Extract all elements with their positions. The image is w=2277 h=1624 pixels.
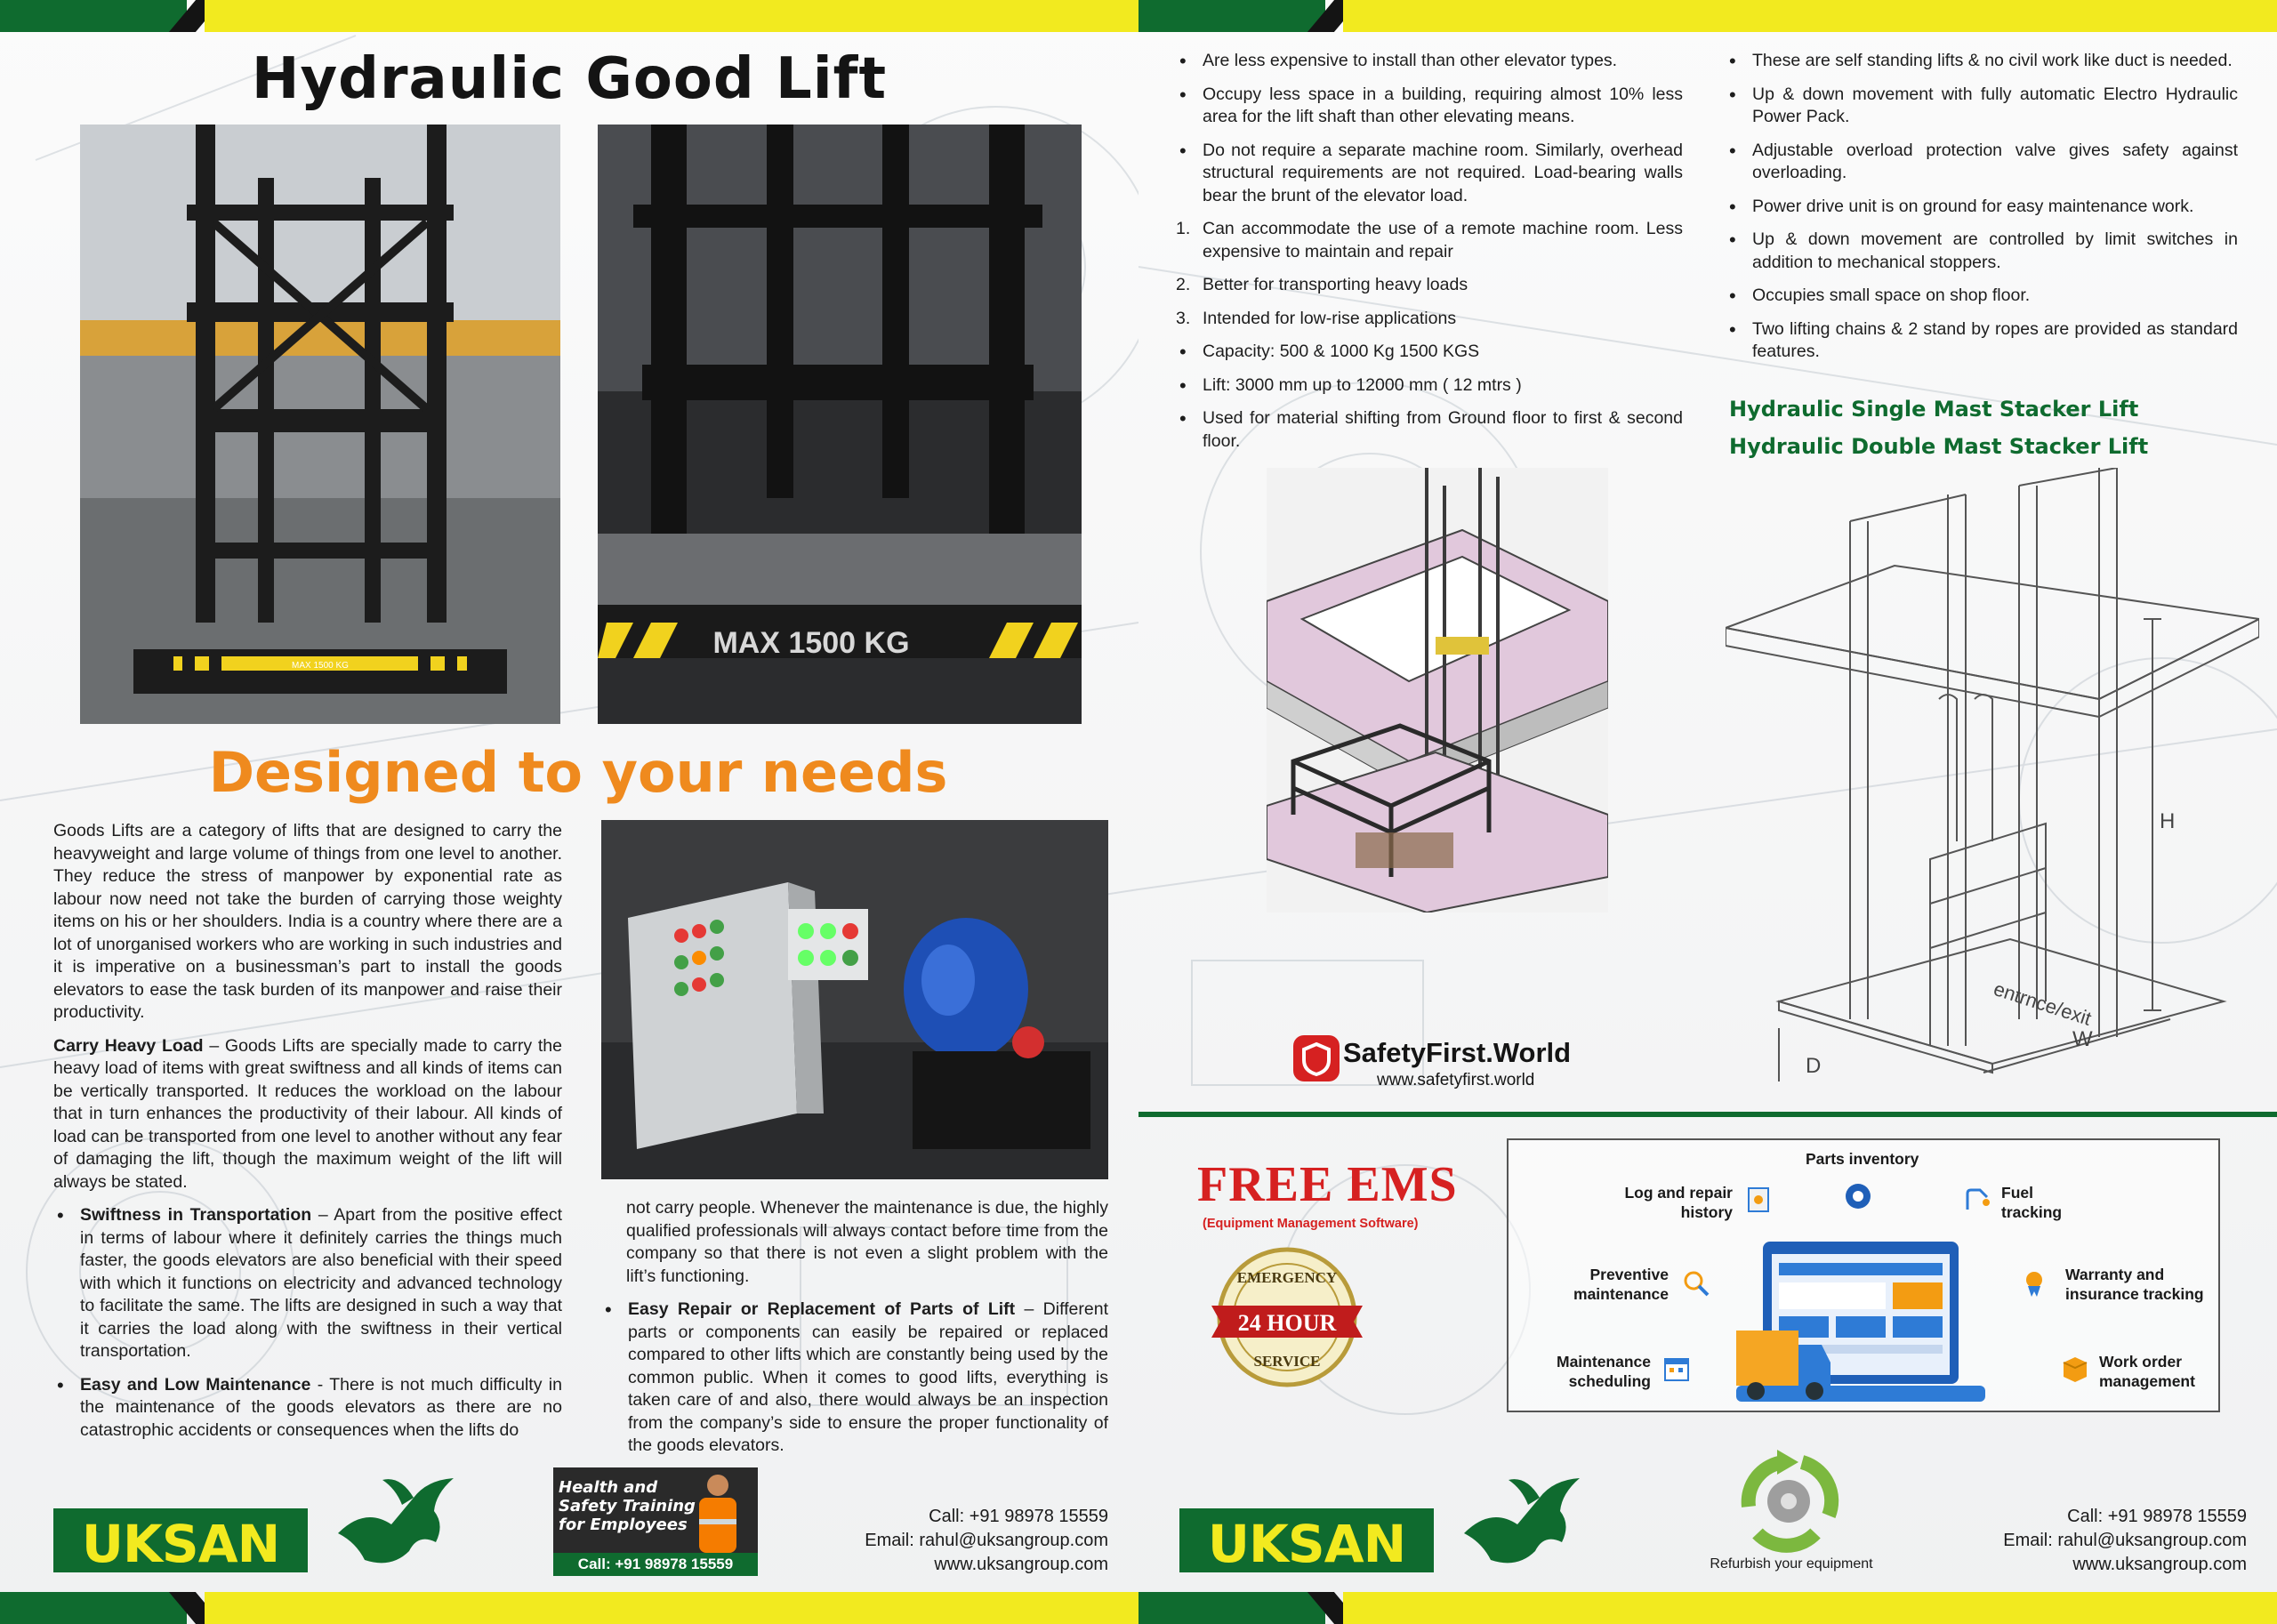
- features-column-1: [1176, 50, 1683, 463]
- ems-title: FREE EMS: [1197, 1157, 1458, 1212]
- feature-bullet: • Up & down movement are controlled by limit switches in addition to mechanical stoppers.: [1726, 229, 2238, 274]
- ems-log-label: Log and repair history: [1624, 1184, 1733, 1221]
- left-page: [0, 0, 1138, 1624]
- left-contact: [865, 1505, 1108, 1577]
- ems-feature-box: [1507, 1138, 2220, 1412]
- intro-paragraph: Goods Lifts are a category of lifts that are designed to carry the heavyweight and large volume of things from one level to another. They reduce the stress of manpower by exponential rate as labour now need not take the burden of carrying those weighty items on his or her shoulders. India is a country where there are a lot of unorganised workers who are working in such industries and it is imperative on a businessman’s part to install the goods elevators to ease the task burden of its manpower and raise their productivity.: [53, 821, 562, 1022]
- feature-bullet: • Adjustable overload protection valve gives safety against overloading.: [1726, 140, 2238, 185]
- seal-top-text: EMERGENCY: [1236, 1269, 1338, 1286]
- carry-heavy-text: – Goods Lifts are specially made to carry the heavy load of items with great swiftness and all kinds of items can be vertically transported. It reduces the workload on the labour that in turn enhances the productivity of their labour. All kinds of load can be transported from one level to another without any fear of damaging the lift, though the maximum weight of the lift will always be stated.: [53, 1035, 562, 1192]
- training-ad[interactable]: [553, 1467, 758, 1576]
- right-contact-web[interactable]: www.uksangroup.com: [2072, 1555, 2247, 1574]
- single-mast-heading: Hydraulic Single Mast Stacker Lift: [1729, 397, 2139, 422]
- right-page: [1138, 0, 2277, 1624]
- bull-icon-right: [1455, 1471, 1589, 1578]
- bottom-stripe-right: [1138, 1592, 2277, 1624]
- feature-bullet: • Occupies small space on shop floor.: [1726, 285, 2238, 308]
- top-stripe-right: [1138, 0, 2277, 32]
- magnifier-icon: [1681, 1268, 1711, 1298]
- top-stripe: [0, 0, 1138, 32]
- worker-icon: [687, 1471, 749, 1553]
- middle-column-text: [601, 1197, 1108, 1468]
- ems-scheduling-label: Maintenance scheduling: [1557, 1353, 1651, 1390]
- spec-bullet: • Capacity: 500 & 1000 Kg 1500 KGS: [1176, 341, 1683, 364]
- features-column-2: [1726, 50, 2238, 374]
- log-icon: [1743, 1185, 1774, 1215]
- laptop-illustration: [1736, 1238, 1985, 1412]
- safetyfirst-logo[interactable]: [1284, 1025, 1605, 1092]
- left-contact-email[interactable]: Email: rahul@uksangroup.com: [865, 1531, 1108, 1550]
- repair-heading: Easy Repair or Replacement of Parts of Lift: [628, 1299, 1016, 1319]
- safetyfirst-url[interactable]: www.safetyfirst.world: [1377, 1071, 1535, 1089]
- feature-bullet: • Do not require a separate machine room. Similarly, overhead structural requirements are not required. Load-bearing walls bear the brunt of the elevator load.: [1176, 140, 1683, 208]
- maintenance-text: - There is not much difficulty in the maintenance of the goods elevators as there are no catastrophic accidents or consequences when the lifts do: [80, 1374, 562, 1440]
- plate-label-large: MAX 1500 KG: [712, 626, 910, 660]
- recycle-gears-icon: [1722, 1444, 1855, 1555]
- maintenance-heading: Easy and Low Maintenance: [80, 1374, 311, 1395]
- drawing-label-w: W: [2072, 1027, 2093, 1051]
- swiftness-bullet: [53, 1204, 562, 1363]
- feature-bullet: • These are self standing lifts & no civil work like duct is needed.: [1726, 50, 2238, 73]
- bull-icon: [329, 1471, 463, 1578]
- refurbish-label: Refurbish your equipment: [1710, 1556, 1873, 1572]
- right-contact-email[interactable]: Email: rahul@uksangroup.com: [2003, 1531, 2247, 1550]
- left-contact-call: Call: +91 98978 15559: [929, 1507, 1108, 1526]
- repair-bullet: [601, 1298, 1108, 1458]
- drawing-label-h: H: [2160, 809, 2176, 833]
- double-mast-heading: Hydraulic Double Mast Stacker Lift: [1729, 434, 2149, 459]
- emergency-seal: [1211, 1242, 1363, 1393]
- ems-preventive-label: Preventive maintenance: [1573, 1266, 1669, 1303]
- drawing-label-d: D: [1806, 1054, 1822, 1078]
- numbered-item: 2. Better for transporting heavy loads: [1176, 275, 1468, 294]
- drawing-label-entrance: entrnce/exit: [1991, 977, 2095, 1030]
- seal-bot-text: SERVICE: [1253, 1353, 1321, 1370]
- spec-bullet: • Lift: 3000 mm up to 12000 mm ( 12 mtrs ): [1176, 374, 1683, 398]
- ems-warranty-label: Warranty and insurance tracking: [2065, 1266, 2204, 1303]
- award-icon: [2019, 1268, 2049, 1298]
- section-divider: [1138, 1112, 2277, 1117]
- continued-paragraph: not carry people. Whenever the maintenance is due, the highly qualified professionals will always contact before time from the company so that there is not even a slight problem with the lift’s functioning.: [626, 1198, 1108, 1286]
- page-title: Hydraulic Good Lift: [251, 46, 888, 112]
- ems-fuel-label: Fuel tracking: [2001, 1184, 2063, 1221]
- swiftness-text: – Apart from the positive effect in terms of labour where it definitely carries the things much faster, the goods elevators are also beneficial with their speed with which it functions on electricity and advanced technology to facilitate the same. The lifts are designed in such a way that it carries the load along with the swiftness in their vertical transportation.: [80, 1205, 563, 1361]
- shield-icon: [1291, 1033, 1341, 1083]
- lift-shaft-rendering: [1267, 468, 1608, 912]
- plate-label-small: MAX 1500 KG: [292, 661, 349, 671]
- lift-photo-factory: [80, 125, 560, 724]
- training-ad-text: Health and Safety Training for Employees: [559, 1478, 696, 1534]
- calendar-icon: [1661, 1354, 1692, 1384]
- box-icon: [2060, 1354, 2090, 1384]
- carry-heavy-heading: Carry Heavy Load: [53, 1035, 204, 1056]
- numbered-item: 3. Intended for low-rise applications: [1176, 308, 1457, 328]
- ems-parts-label: Parts inventory: [1806, 1150, 1919, 1168]
- feature-bullet: • Two lifting chains & 2 stand by ropes are provided as standard features.: [1726, 318, 2238, 364]
- uksan-logo: UKSAN: [53, 1508, 308, 1572]
- right-contact-call: Call: +91 98978 15559: [2067, 1507, 2247, 1526]
- uksan-logo-right: UKSAN: [1179, 1508, 1434, 1572]
- safetyfirst-name: SafetyFirst.World: [1343, 1037, 1572, 1068]
- fuel-icon: [1962, 1185, 1992, 1215]
- lift-photo-closeup: [598, 125, 1082, 724]
- feature-bullet: • Power drive unit is on ground for easy maintenance work.: [1726, 196, 2238, 219]
- parts-gear-icon: [1843, 1181, 1873, 1211]
- training-ad-call: Call: +91 98978 15559: [553, 1553, 758, 1576]
- right-contact: [2003, 1505, 2247, 1577]
- control-panel-photo: [601, 820, 1108, 1179]
- repair-text: – Different parts or components can easily be repaired or replaced compared to other lifts which are constantly being used by the common public. When it comes to good lifts, everything is taken care of and also, there would always be an inspection from the company’s side to ensure the proper functionality of the goods elevators.: [628, 1299, 1108, 1455]
- maintenance-bullet: [53, 1374, 562, 1443]
- seal-mid-text: 24 HOUR: [1237, 1310, 1337, 1336]
- spec-bullet: • Used for material shifting from Ground floor to first & second floor.: [1176, 407, 1683, 453]
- ems-subtitle: (Equipment Management Software): [1203, 1217, 1419, 1231]
- feature-bullet: • Are less expensive to install than other elevator types.: [1176, 50, 1683, 73]
- numbered-item: 1. Can accommodate the use of a remote machine room. Less expensive to maintain and repair: [1176, 219, 1683, 261]
- feature-bullet: • Up & down movement with fully automatic Electro Hydraulic Power Pack.: [1726, 84, 2238, 129]
- left-contact-web[interactable]: www.uksangroup.com: [934, 1555, 1108, 1574]
- ems-workorder-label: Work order management: [2099, 1353, 2195, 1390]
- carry-heavy-paragraph: [53, 1035, 562, 1194]
- swiftness-heading: Swiftness in Transportation: [80, 1205, 312, 1225]
- stacker-lift-drawing: [1726, 468, 2259, 1090]
- feature-bullet: • Occupy less space in a building, requiring almost 10% less area for the lift shaft than other elevating means.: [1176, 84, 1683, 129]
- section-subtitle: Designed to your needs: [208, 740, 948, 805]
- bottom-stripe: [0, 1592, 1138, 1624]
- left-column-text: [53, 820, 562, 1452]
